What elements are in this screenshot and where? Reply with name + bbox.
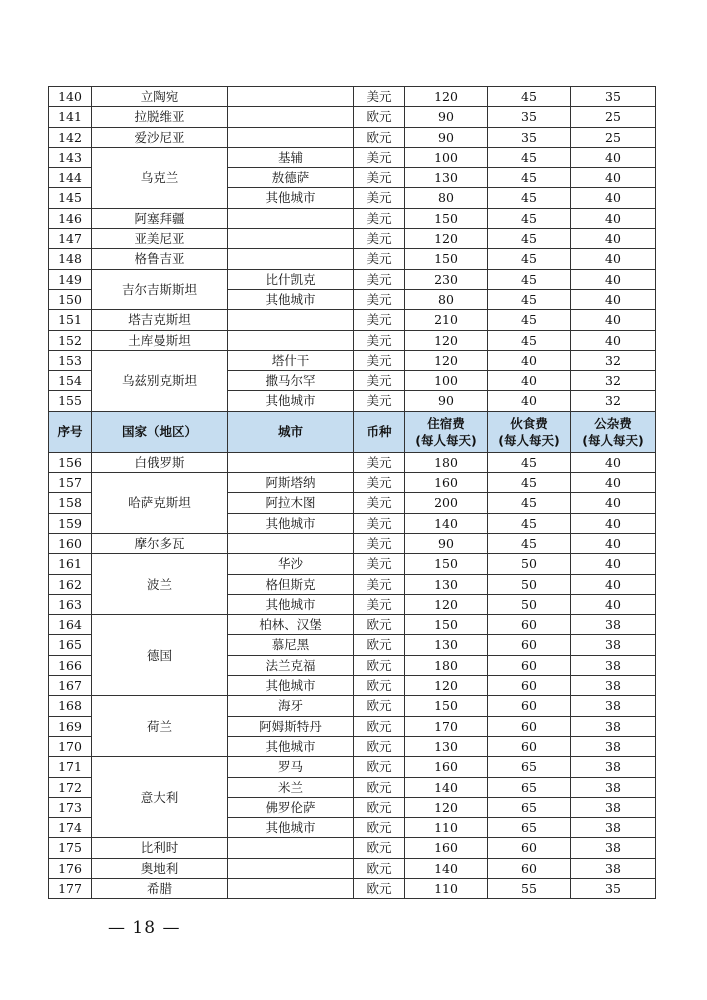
cell-food: 45: [488, 330, 571, 350]
cell-seq: 157: [49, 473, 92, 493]
header-seq: 序号: [49, 411, 92, 452]
cell-city: 阿斯塔纳: [228, 473, 354, 493]
cell-seq: 177: [49, 878, 92, 898]
cell-lodging: 230: [405, 269, 488, 289]
cell-country: 拉脱维亚: [92, 107, 228, 127]
cell-currency: 欧元: [354, 878, 405, 898]
cell-currency: 欧元: [354, 757, 405, 777]
cell-misc: 40: [571, 330, 656, 350]
table-header-section: [49, 411, 656, 452]
cell-food: 35: [488, 127, 571, 147]
cell-seq: 159: [49, 513, 92, 533]
cell-country: 摩尔多瓦: [92, 533, 228, 553]
cell-food: 60: [488, 635, 571, 655]
cell-lodging: 200: [405, 493, 488, 513]
cell-lodging: 100: [405, 147, 488, 167]
cell-currency: 美元: [354, 289, 405, 309]
cell-city: 撒马尔罕: [228, 371, 354, 391]
cell-city: 塔什干: [228, 350, 354, 370]
cell-food: 45: [488, 147, 571, 167]
cell-misc: 40: [571, 513, 656, 533]
cell-food: 45: [488, 493, 571, 513]
cell-lodging: 130: [405, 736, 488, 756]
cell-city: [228, 310, 354, 330]
cell-currency: 美元: [354, 208, 405, 228]
table-row: [49, 858, 656, 878]
cell-lodging: 150: [405, 554, 488, 574]
cell-seq: 146: [49, 208, 92, 228]
cell-city: [228, 107, 354, 127]
cell-city: [228, 838, 354, 858]
cell-seq: 176: [49, 858, 92, 878]
cell-seq: 161: [49, 554, 92, 574]
cell-seq: 145: [49, 188, 92, 208]
cell-city: 比什凯克: [228, 269, 354, 289]
cell-seq: 152: [49, 330, 92, 350]
cell-food: 60: [488, 676, 571, 696]
cell-currency: 美元: [354, 513, 405, 533]
page-number: — 18 —: [108, 918, 181, 938]
cell-currency: 欧元: [354, 696, 405, 716]
cell-currency: 美元: [354, 188, 405, 208]
cell-misc: 40: [571, 493, 656, 513]
cell-currency: 美元: [354, 350, 405, 370]
cell-seq: 166: [49, 655, 92, 675]
cell-city: 敖德萨: [228, 168, 354, 188]
cell-lodging: 210: [405, 310, 488, 330]
cell-misc: 40: [571, 208, 656, 228]
cell-seq: 174: [49, 818, 92, 838]
cell-food: 55: [488, 878, 571, 898]
cell-misc: 40: [571, 473, 656, 493]
cell-seq: 167: [49, 676, 92, 696]
table-row: [49, 757, 656, 777]
cell-city: 其他城市: [228, 594, 354, 614]
table-row: [49, 229, 656, 249]
cell-city: 华沙: [228, 554, 354, 574]
cell-lodging: 150: [405, 615, 488, 635]
cell-city: [228, 127, 354, 147]
cell-misc: 38: [571, 655, 656, 675]
header-food: [488, 411, 571, 452]
cell-food: 65: [488, 777, 571, 797]
cell-food: 45: [488, 473, 571, 493]
cell-misc: 40: [571, 289, 656, 309]
table-row: [49, 554, 656, 574]
cell-currency: 欧元: [354, 716, 405, 736]
cell-currency: 美元: [354, 249, 405, 269]
cell-currency: 美元: [354, 168, 405, 188]
cell-misc: 38: [571, 757, 656, 777]
cell-lodging: 110: [405, 818, 488, 838]
cell-seq: 170: [49, 736, 92, 756]
cell-currency: 美元: [354, 554, 405, 574]
table-body-bottom: [49, 452, 656, 899]
table-row: [49, 533, 656, 553]
cell-food: 65: [488, 797, 571, 817]
cell-currency: 美元: [354, 533, 405, 553]
cell-lodging: 140: [405, 513, 488, 533]
cell-currency: 欧元: [354, 615, 405, 635]
cell-seq: 150: [49, 289, 92, 309]
cell-food: 40: [488, 391, 571, 411]
cell-food: 60: [488, 716, 571, 736]
cell-lodging: 170: [405, 716, 488, 736]
cell-lodging: 160: [405, 838, 488, 858]
cell-seq: 160: [49, 533, 92, 553]
cell-currency: 欧元: [354, 127, 405, 147]
cell-lodging: 160: [405, 473, 488, 493]
cell-seq: 148: [49, 249, 92, 269]
cell-currency: 美元: [354, 452, 405, 472]
cell-lodging: 120: [405, 87, 488, 107]
cell-currency: 欧元: [354, 818, 405, 838]
cell-city: 其他城市: [228, 736, 354, 756]
cell-food: 45: [488, 310, 571, 330]
cell-seq: 164: [49, 615, 92, 635]
cell-misc: 40: [571, 574, 656, 594]
cell-lodging: 120: [405, 797, 488, 817]
cell-misc: 38: [571, 838, 656, 858]
cell-lodging: 80: [405, 289, 488, 309]
expense-standards-table: [48, 86, 656, 899]
cell-country: 土库曼斯坦: [92, 330, 228, 350]
cell-food: 50: [488, 554, 571, 574]
cell-misc: 40: [571, 168, 656, 188]
cell-currency: 美元: [354, 310, 405, 330]
table-row: [49, 147, 656, 167]
cell-seq: 173: [49, 797, 92, 817]
cell-misc: 40: [571, 594, 656, 614]
cell-currency: 欧元: [354, 858, 405, 878]
header-food-title: 伙食费: [510, 415, 548, 431]
cell-seq: 154: [49, 371, 92, 391]
cell-seq: 156: [49, 452, 92, 472]
cell-city: [228, 533, 354, 553]
cell-country: 亚美尼亚: [92, 229, 228, 249]
table-row: [49, 615, 656, 635]
cell-seq: 175: [49, 838, 92, 858]
cell-misc: 40: [571, 249, 656, 269]
cell-country: 格鲁吉亚: [92, 249, 228, 269]
cell-city: 阿姆斯特丹: [228, 716, 354, 736]
cell-country: 波兰: [92, 554, 228, 615]
cell-lodging: 180: [405, 452, 488, 472]
table-row: [49, 452, 656, 472]
cell-food: 60: [488, 655, 571, 675]
cell-city: 其他城市: [228, 391, 354, 411]
cell-misc: 38: [571, 716, 656, 736]
cell-currency: 美元: [354, 473, 405, 493]
cell-lodging: 150: [405, 249, 488, 269]
cell-food: 60: [488, 838, 571, 858]
cell-food: 60: [488, 736, 571, 756]
table-row: [49, 310, 656, 330]
cell-city: 其他城市: [228, 289, 354, 309]
cell-city: [228, 87, 354, 107]
cell-country: 爱沙尼亚: [92, 127, 228, 147]
cell-misc: 25: [571, 107, 656, 127]
cell-city: 其他城市: [228, 188, 354, 208]
cell-lodging: 130: [405, 574, 488, 594]
cell-misc: 38: [571, 635, 656, 655]
header-lodging-unit: (每人每天): [415, 432, 477, 448]
cell-country: 乌兹别克斯坦: [92, 350, 228, 411]
cell-lodging: 110: [405, 878, 488, 898]
cell-misc: 40: [571, 269, 656, 289]
cell-food: 45: [488, 168, 571, 188]
cell-food: 60: [488, 858, 571, 878]
cell-currency: 欧元: [354, 736, 405, 756]
cell-country: 白俄罗斯: [92, 452, 228, 472]
table-row: [49, 127, 656, 147]
table-row: [49, 696, 656, 716]
cell-city: [228, 249, 354, 269]
cell-lodging: 150: [405, 696, 488, 716]
cell-lodging: 140: [405, 858, 488, 878]
cell-currency: 欧元: [354, 838, 405, 858]
cell-city: [228, 208, 354, 228]
table-row: [49, 878, 656, 898]
cell-misc: 40: [571, 188, 656, 208]
table-row: [49, 269, 656, 289]
header-misc: [571, 411, 656, 452]
cell-misc: 35: [571, 87, 656, 107]
table-body-top: [49, 87, 656, 412]
cell-misc: 38: [571, 818, 656, 838]
cell-seq: 165: [49, 635, 92, 655]
cell-food: 40: [488, 371, 571, 391]
cell-country: 阿塞拜疆: [92, 208, 228, 228]
cell-currency: 美元: [354, 87, 405, 107]
cell-seq: 172: [49, 777, 92, 797]
cell-seq: 149: [49, 269, 92, 289]
cell-seq: 147: [49, 229, 92, 249]
cell-city: 法兰克福: [228, 655, 354, 675]
cell-currency: 欧元: [354, 777, 405, 797]
cell-currency: 欧元: [354, 107, 405, 127]
cell-currency: 美元: [354, 147, 405, 167]
cell-lodging: 120: [405, 676, 488, 696]
cell-currency: 美元: [354, 330, 405, 350]
cell-city: 格但斯克: [228, 574, 354, 594]
header-lodging-title: 住宿费: [427, 415, 465, 431]
cell-food: 50: [488, 574, 571, 594]
cell-misc: 35: [571, 878, 656, 898]
cell-country: 比利时: [92, 838, 228, 858]
cell-misc: 40: [571, 310, 656, 330]
cell-food: 45: [488, 289, 571, 309]
cell-food: 45: [488, 269, 571, 289]
cell-misc: 38: [571, 615, 656, 635]
cell-lodging: 160: [405, 757, 488, 777]
table-row: [49, 330, 656, 350]
cell-misc: 40: [571, 533, 656, 553]
table-row: [49, 473, 656, 493]
cell-food: 40: [488, 350, 571, 370]
cell-currency: 美元: [354, 269, 405, 289]
cell-lodging: 120: [405, 330, 488, 350]
cell-lodging: 120: [405, 594, 488, 614]
cell-city: [228, 858, 354, 878]
cell-food: 65: [488, 757, 571, 777]
cell-lodging: 130: [405, 168, 488, 188]
cell-lodging: 100: [405, 371, 488, 391]
cell-seq: 158: [49, 493, 92, 513]
cell-misc: 38: [571, 797, 656, 817]
cell-lodging: 180: [405, 655, 488, 675]
table-row: [49, 87, 656, 107]
cell-seq: 153: [49, 350, 92, 370]
header-city: 城市: [228, 411, 354, 452]
cell-city: 基辅: [228, 147, 354, 167]
cell-food: 45: [488, 513, 571, 533]
cell-country: 乌克兰: [92, 147, 228, 208]
cell-food: 45: [488, 452, 571, 472]
cell-misc: 38: [571, 777, 656, 797]
cell-food: 45: [488, 229, 571, 249]
cell-food: 35: [488, 107, 571, 127]
cell-country: 哈萨克斯坦: [92, 473, 228, 534]
header-currency: 币种: [354, 411, 405, 452]
cell-food: 50: [488, 594, 571, 614]
cell-lodging: 80: [405, 188, 488, 208]
cell-lodging: 150: [405, 208, 488, 228]
cell-misc: 40: [571, 554, 656, 574]
cell-country: 塔吉克斯坦: [92, 310, 228, 330]
cell-city: 阿拉木图: [228, 493, 354, 513]
cell-lodging: 130: [405, 635, 488, 655]
cell-city: 慕尼黑: [228, 635, 354, 655]
cell-lodging: 90: [405, 107, 488, 127]
cell-country: 意大利: [92, 757, 228, 838]
cell-currency: 美元: [354, 493, 405, 513]
cell-misc: 32: [571, 350, 656, 370]
cell-food: 45: [488, 249, 571, 269]
cell-seq: 142: [49, 127, 92, 147]
cell-lodging: 140: [405, 777, 488, 797]
cell-currency: 美元: [354, 574, 405, 594]
table-header-row: [49, 411, 656, 452]
cell-misc: 25: [571, 127, 656, 147]
cell-misc: 40: [571, 229, 656, 249]
cell-currency: 美元: [354, 229, 405, 249]
cell-currency: 欧元: [354, 676, 405, 696]
cell-misc: 38: [571, 858, 656, 878]
cell-country: 奥地利: [92, 858, 228, 878]
cell-country: 吉尔吉斯斯坦: [92, 269, 228, 310]
cell-currency: 美元: [354, 371, 405, 391]
cell-currency: 欧元: [354, 655, 405, 675]
cell-lodging: 120: [405, 229, 488, 249]
cell-misc: 32: [571, 371, 656, 391]
cell-country: 立陶宛: [92, 87, 228, 107]
cell-seq: 144: [49, 168, 92, 188]
cell-misc: 38: [571, 676, 656, 696]
cell-seq: 155: [49, 391, 92, 411]
cell-currency: 美元: [354, 391, 405, 411]
cell-lodging: 120: [405, 350, 488, 370]
cell-city: 其他城市: [228, 676, 354, 696]
cell-currency: 美元: [354, 594, 405, 614]
cell-city: [228, 229, 354, 249]
cell-country: 德国: [92, 615, 228, 696]
table-row: [49, 249, 656, 269]
header-misc-title: 公杂费: [594, 415, 632, 431]
expense-standards-table-wrapper: [48, 86, 655, 899]
header-food-unit: (每人每天): [498, 432, 560, 448]
cell-misc: 38: [571, 736, 656, 756]
cell-city: 米兰: [228, 777, 354, 797]
cell-currency: 欧元: [354, 635, 405, 655]
cell-city: 佛罗伦萨: [228, 797, 354, 817]
table-row: [49, 350, 656, 370]
cell-food: 60: [488, 615, 571, 635]
table-row: [49, 107, 656, 127]
cell-misc: 40: [571, 147, 656, 167]
cell-city: 其他城市: [228, 818, 354, 838]
cell-country: 希腊: [92, 878, 228, 898]
cell-misc: 40: [571, 452, 656, 472]
cell-seq: 171: [49, 757, 92, 777]
cell-lodging: 90: [405, 391, 488, 411]
cell-lodging: 90: [405, 533, 488, 553]
cell-city: 柏林、汉堡: [228, 615, 354, 635]
cell-food: 60: [488, 696, 571, 716]
cell-city: 其他城市: [228, 513, 354, 533]
cell-food: 65: [488, 818, 571, 838]
cell-country: 荷兰: [92, 696, 228, 757]
cell-seq: 143: [49, 147, 92, 167]
cell-seq: 163: [49, 594, 92, 614]
cell-seq: 151: [49, 310, 92, 330]
cell-city: [228, 330, 354, 350]
cell-currency: 欧元: [354, 797, 405, 817]
cell-seq: 162: [49, 574, 92, 594]
cell-seq: 141: [49, 107, 92, 127]
cell-food: 45: [488, 533, 571, 553]
cell-seq: 168: [49, 696, 92, 716]
cell-food: 45: [488, 188, 571, 208]
header-country: 国家（地区）: [92, 411, 228, 452]
cell-misc: 38: [571, 696, 656, 716]
cell-city: [228, 878, 354, 898]
header-misc-unit: (每人每天): [582, 432, 644, 448]
cell-misc: 32: [571, 391, 656, 411]
cell-seq: 140: [49, 87, 92, 107]
cell-lodging: 90: [405, 127, 488, 147]
cell-city: 海牙: [228, 696, 354, 716]
cell-food: 45: [488, 87, 571, 107]
table-row: [49, 838, 656, 858]
cell-city: [228, 452, 354, 472]
header-lodging: [405, 411, 488, 452]
cell-city: 罗马: [228, 757, 354, 777]
cell-food: 45: [488, 208, 571, 228]
cell-seq: 169: [49, 716, 92, 736]
table-row: [49, 208, 656, 228]
